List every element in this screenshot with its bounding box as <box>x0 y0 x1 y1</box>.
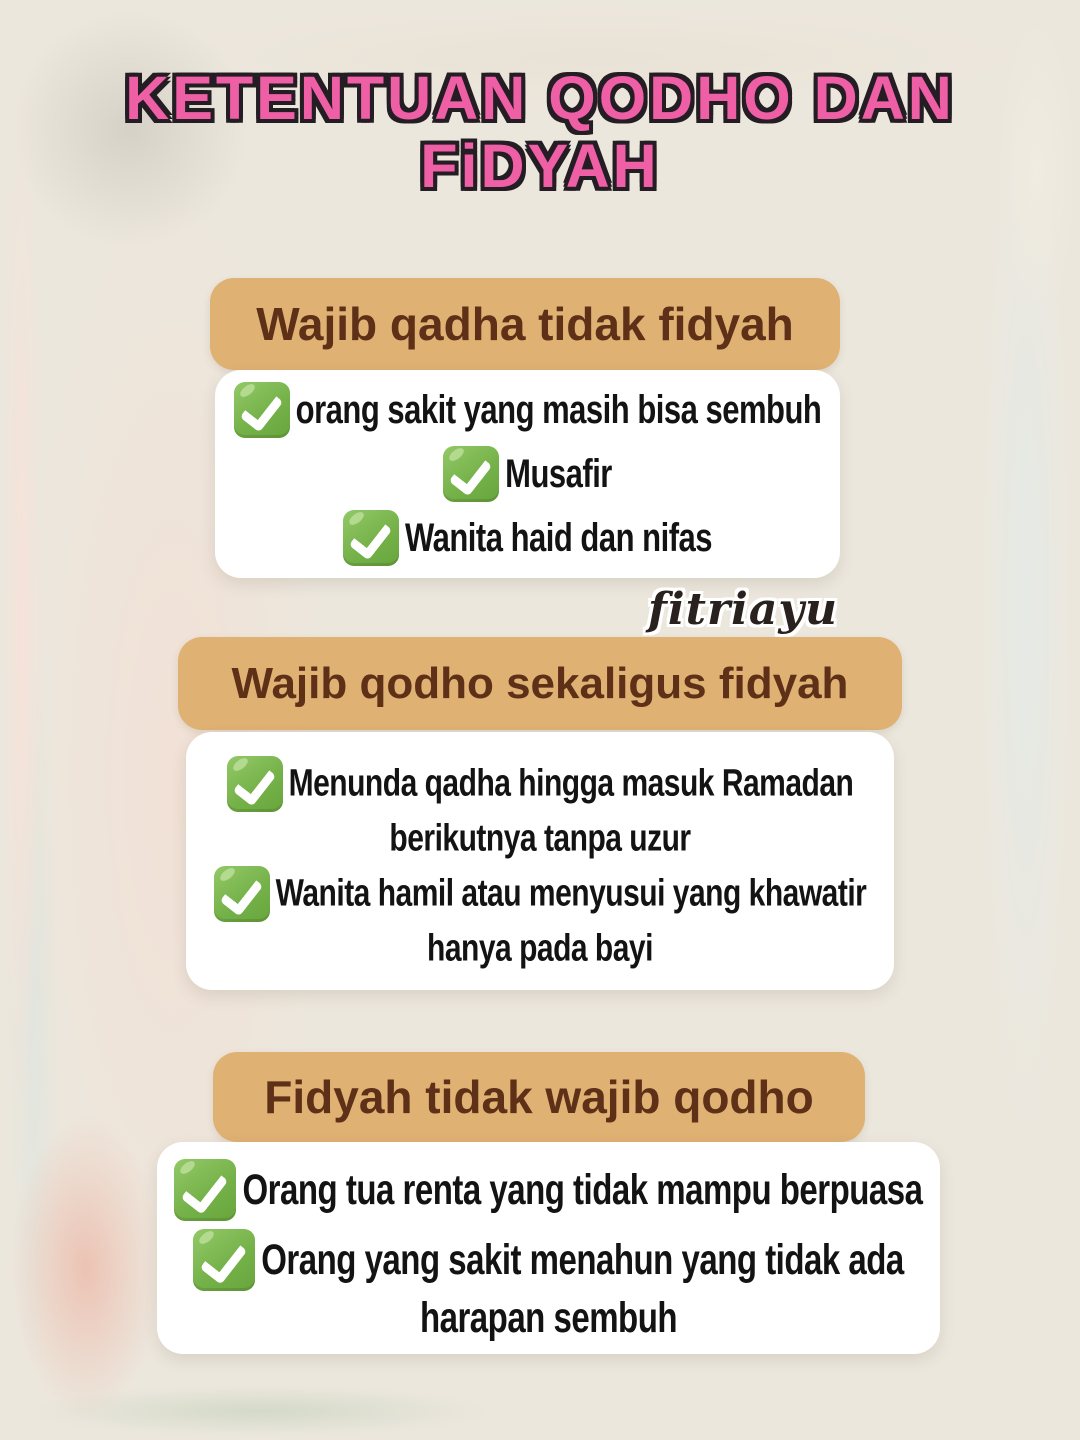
list-item <box>186 756 894 812</box>
section-header-wajib-qodho-sekaligus-fidyah <box>178 637 902 730</box>
check-icon <box>214 866 270 922</box>
section-header-fidyah-tidak-wajib-qodho <box>213 1052 865 1142</box>
list-item <box>157 1229 940 1291</box>
list-item-text: Menunda qadha hingga masuk Ramadan <box>288 762 854 805</box>
list-item-text: Wanita haid dan nifas <box>405 514 712 560</box>
list-item-text: harapan sembuh <box>419 1293 678 1342</box>
list-item <box>157 1159 940 1221</box>
check-icon <box>227 756 283 812</box>
section-card-wajib-qadha-tidak-fidyah <box>215 370 840 578</box>
check-icon <box>193 1229 255 1291</box>
list-item-text: Orang yang sakit menahun yang tidak ada <box>261 1235 904 1284</box>
list-item <box>215 382 840 438</box>
list-item-continuation <box>186 927 894 970</box>
section-card-fidyah-tidak-wajib-qodho <box>157 1142 940 1354</box>
check-icon <box>234 382 290 438</box>
list-item-text: orang sakit yang masih bisa sembuh <box>295 386 822 432</box>
list-item <box>186 866 894 922</box>
section-header-label: Fidyah tidak wajib qodho <box>264 1071 814 1123</box>
section-header-label: Wajib qodho sekaligus fidyah <box>231 658 849 708</box>
list-item-text: Musafir <box>505 450 612 496</box>
list-item <box>215 510 840 566</box>
list-item-continuation <box>186 817 894 860</box>
check-icon <box>174 1159 236 1221</box>
list-item-text: Wanita hamil atau menyusui yang khawatir <box>275 872 867 915</box>
section-card-wajib-qodho-sekaligus-fidyah <box>186 732 894 990</box>
check-icon <box>443 446 499 502</box>
check-icon <box>343 510 399 566</box>
page-title-line1: KETENTUAN QODHO DAN <box>125 64 955 132</box>
page-title-line2: FiDYAH <box>420 132 660 201</box>
section-header-wajib-qadha-tidak-fidyah <box>210 278 840 370</box>
list-item <box>215 446 840 502</box>
page-title <box>0 64 1080 201</box>
section-header-label: Wajib qadha tidak fidyah <box>256 298 794 350</box>
list-item-text: Orang tua renta yang tidak mampu berpuasa <box>242 1165 923 1214</box>
watermark: fitriayu <box>648 584 838 635</box>
list-item-continuation <box>157 1293 940 1342</box>
list-item-text: berikutnya tanpa uzur <box>389 817 691 860</box>
list-item-text: hanya pada bayi <box>427 927 653 970</box>
